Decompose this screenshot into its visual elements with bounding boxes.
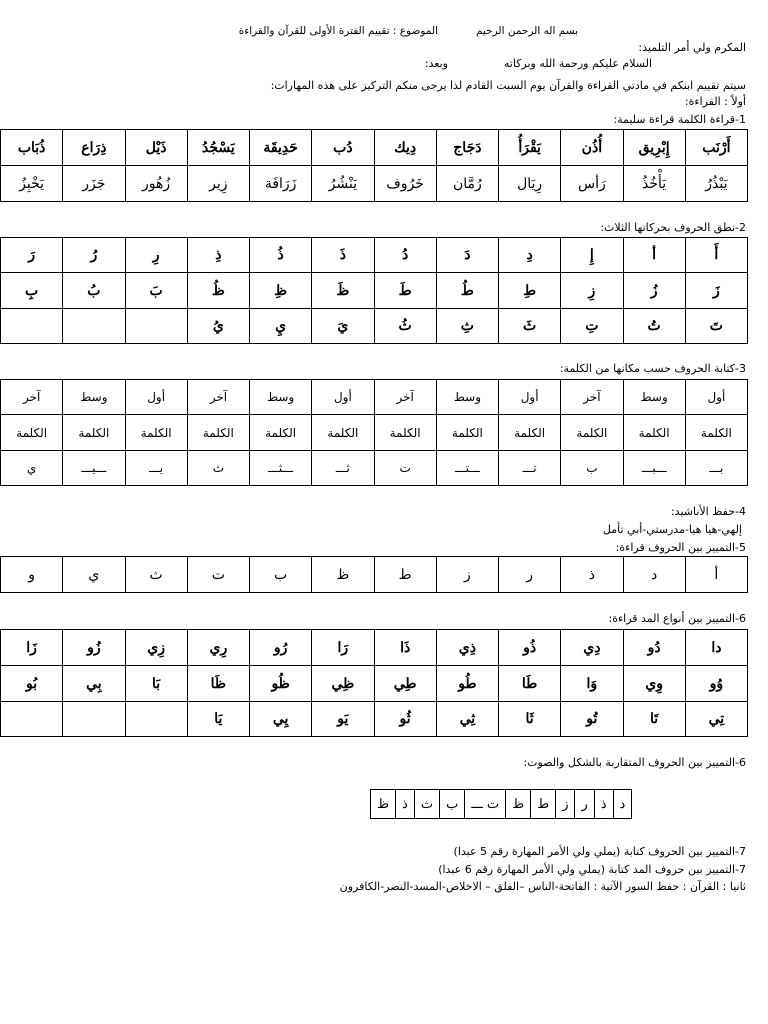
word-cell: دَجَاج [436, 130, 498, 166]
basmala: بسم اله الرحمن الرحيم [475, 25, 578, 37]
word-cell: دُب [312, 130, 374, 166]
word-cell: أُذُن [561, 130, 623, 166]
letter-form-cell: ب [561, 451, 623, 486]
similar-letter-cell: ث [414, 790, 439, 819]
position-word-cell: الكلمة [499, 415, 561, 451]
madd-cell: تُو [561, 702, 623, 737]
madd-cell [63, 702, 125, 737]
word-cell: دِيك [374, 130, 436, 166]
madd-cell: رَا [312, 630, 374, 666]
greeting: المكرم ولي أمر التلميذ: [638, 41, 746, 54]
letter-form-cell: ث [187, 451, 249, 486]
madd-cell: وِي [623, 666, 685, 702]
position-label-cell: أول [499, 380, 561, 415]
letter-cell: ثِ [436, 309, 498, 344]
position-word-cell: الكلمة [63, 415, 125, 451]
letter-form-cell: ت [374, 451, 436, 486]
word-cell: جَزَر [63, 166, 125, 202]
letter-cell: يِ [250, 309, 312, 344]
position-label-cell: وسط [436, 380, 498, 415]
madd-cell: يَو [312, 702, 374, 737]
letter-form-cell: ثـــ [312, 451, 374, 486]
madd-cell: طَا [499, 666, 561, 702]
s1-title: 1-قراءة الكلمة قراءة سليمة: [613, 113, 746, 126]
similar-letter-cell: د [613, 790, 632, 819]
letter-cell: طُ [436, 273, 498, 309]
letter-cell: أ [685, 557, 747, 593]
word-cell: خَرُوف [374, 166, 436, 202]
letter-cell: زِ [561, 273, 623, 309]
letter-form-cell: بـــ [685, 451, 747, 486]
word-cell: حَدِيقَة [250, 130, 312, 166]
word-cell: يَقْرَأُ [499, 130, 561, 166]
letter-cell: ث [125, 557, 187, 593]
letter-form-cell: ـــثـــ [250, 451, 312, 486]
anthems-list: إلهي-هيا هيا-مدرستي-أبي تأمل [602, 523, 742, 536]
s2-title: 2-نطق الحروف بحركاتها الثلاث: [600, 221, 746, 234]
s6b-title: 6-التمييز بين الحروف المتقاربة بالشكل والصوت: [523, 756, 746, 769]
position-label-cell: أول [312, 380, 374, 415]
madd-cell: دُو [623, 630, 685, 666]
position-word-cell: الكلمة [187, 415, 249, 451]
word-cell: ذِرَاع [63, 130, 125, 166]
similar-letters-table [370, 789, 632, 819]
similar-letter-cell: ت ـــ [465, 790, 506, 819]
letter-form-cell: يـــ [125, 451, 187, 486]
similar-letter-cell: ب [440, 790, 465, 819]
letter-cell: ظِ [250, 273, 312, 309]
madd-cell [125, 702, 187, 737]
word-cell: يَسْجُدُ [187, 130, 249, 166]
position-label-cell: آخر [374, 380, 436, 415]
word-cell: رَأس [561, 166, 623, 202]
letter-cell: تُ [623, 309, 685, 344]
word-cell: يَخْبِزُ [1, 166, 63, 202]
madd-cell: طُو [436, 666, 498, 702]
similar-letter-cell: ز [556, 790, 575, 819]
letter-cell: ب [250, 557, 312, 593]
letter-cell: طِ [499, 273, 561, 309]
letter-cell: ذُ [250, 238, 312, 273]
letter-cell: ر [499, 557, 561, 593]
s7-line2: 7-التمييز بين حروف المد كتابة (يملي ولي الأمر المهارة رقم 6 عبدا) [438, 863, 746, 876]
madd-cell: تَا [623, 702, 685, 737]
madd-cell: ظَا [187, 666, 249, 702]
notice-text: سيتم تقييم ابنكم في مادتي القراءة والقرآن يوم السبت القادم لذا يرجى منكم التركيز على هذه المهارات: [270, 79, 746, 92]
madd-cell: رُو [250, 630, 312, 666]
position-word-cell: الكلمة [623, 415, 685, 451]
letter-cell: ذِ [187, 238, 249, 273]
letter-cell: إِ [561, 238, 623, 273]
position-word-cell: الكلمة [685, 415, 747, 451]
similar-letter-cell: ذ [396, 790, 415, 819]
word-cell: يَأْخُذُ [623, 166, 685, 202]
s7-line1: 7-التمييز بين الحروف كتابة (يملي ولي الأمر المهارة رقم 5 عبدا) [453, 845, 746, 858]
letter-cell: ثَ [499, 309, 561, 344]
letter-cell: طَ [374, 273, 436, 309]
madd-cell: ثُو [374, 702, 436, 737]
letter-cell: ذَ [312, 238, 374, 273]
letter-cell: ذ [561, 557, 623, 593]
position-word-cell: الكلمة [1, 415, 63, 451]
madd-cell: رِي [187, 630, 249, 666]
word-cell: يَنْشُرُ [312, 166, 374, 202]
word-cell: زَرَافَة [250, 166, 312, 202]
similar-letter-cell: ر [575, 790, 594, 819]
madd-cell: ظِي [312, 666, 374, 702]
word-cell: يَبْذُرُ [685, 166, 747, 202]
letter-cell: يَ [312, 309, 374, 344]
letter-form-cell: ي [1, 451, 63, 486]
word-cell: ذَيْل [125, 130, 187, 166]
madd-cell: وُو [685, 666, 747, 702]
position-label-cell: وسط [623, 380, 685, 415]
letter-cell: بُ [63, 273, 125, 309]
letter-cell: زُ [623, 273, 685, 309]
word-reading-table [0, 129, 748, 202]
letter-cell: ظَ [312, 273, 374, 309]
letter-cell: ز [436, 557, 498, 593]
quran-line: ثانيا : القرآن : حفظ السور الآتية : الفاتحة-الناس –الفلق – الاخلاص-المسد-النصر-الكافرون [339, 880, 746, 893]
madd-cell: ذِي [436, 630, 498, 666]
position-word-cell: الكلمة [125, 415, 187, 451]
madd-cell: تِي [685, 702, 747, 737]
letter-form-cell: ـــيـــ [63, 451, 125, 486]
madd-cell: يَا [187, 702, 249, 737]
word-cell: رِيَال [499, 166, 561, 202]
position-label-cell: أول [685, 380, 747, 415]
letter-cell: و [1, 557, 63, 593]
madd-cell: يِي [250, 702, 312, 737]
letter-form-cell: تـــ [499, 451, 561, 486]
letter-cell: د [623, 557, 685, 593]
position-label-cell: آخر [561, 380, 623, 415]
similar-letter-cell: ظ [371, 790, 396, 819]
letter-cell: بَ [125, 273, 187, 309]
salam: السلام عليكم ورحمة الله وبركاته [503, 57, 652, 70]
letter-cell: تَ [685, 309, 747, 344]
assessment-subject: الموضوع : تقييم الفترة الأولى للقرآن والقراءة [238, 25, 438, 37]
madd-cell: دا [685, 630, 747, 666]
madd-cell: وَا [561, 666, 623, 702]
s3-title: 3-كتابة الحروف حسب مكانها من الكلمة: [559, 362, 746, 375]
madd-cell: دِي [561, 630, 623, 666]
word-cell: زُهُور [125, 166, 187, 202]
similar-letter-cell: ذ [594, 790, 613, 819]
position-label-cell: أول [125, 380, 187, 415]
position-label-cell: وسط [63, 380, 125, 415]
wabad: وبعد: [424, 57, 448, 70]
position-word-cell: الكلمة [312, 415, 374, 451]
letter-cell: تِ [561, 309, 623, 344]
letter-cell: ظُ [187, 273, 249, 309]
madd-cell: ذَا [374, 630, 436, 666]
letter-cell: رُ [63, 238, 125, 273]
letter-cell: أَ [685, 238, 747, 273]
word-cell: أَرْنَب [685, 130, 747, 166]
letter-cell: أ [623, 238, 685, 273]
madd-cell: ثَا [499, 702, 561, 737]
madd-cell: زُو [63, 630, 125, 666]
similar-letter-cell: ط [531, 790, 556, 819]
letter-cell [125, 309, 187, 344]
letter-cell: ت [187, 557, 249, 593]
madd-cell: ذُو [499, 630, 561, 666]
word-cell: زِير [187, 166, 249, 202]
letter-cell: دِ [499, 238, 561, 273]
word-cell: إِبْرِيق [623, 130, 685, 166]
letter-cell [1, 309, 63, 344]
position-label-cell: وسط [250, 380, 312, 415]
s6-title: 6-التمييز بين أنواع المد قراءة: [608, 612, 746, 625]
letter-form-cell: ـــبـــ [623, 451, 685, 486]
letter-cell: دَ [436, 238, 498, 273]
position-word-cell: الكلمة [250, 415, 312, 451]
letter-cell: يُ [187, 309, 249, 344]
letter-cell: دُ [374, 238, 436, 273]
madd-cell: طِي [374, 666, 436, 702]
position-label-cell: آخر [187, 380, 249, 415]
letter-cell [63, 309, 125, 344]
madd-cell: ثِي [436, 702, 498, 737]
letter-form-cell: ـــتـــ [436, 451, 498, 486]
madd-cell: ظُو [250, 666, 312, 702]
position-word-cell: الكلمة [374, 415, 436, 451]
word-cell: رُمَّان [436, 166, 498, 202]
madd-cell: زَا [1, 630, 63, 666]
madd-types-table [0, 629, 748, 737]
s5-title: 5-التمييز بين الحروف قراءة: [615, 541, 746, 554]
section-reading-heading: أولاً : القراءة: [684, 95, 746, 108]
madd-cell: زِي [125, 630, 187, 666]
letter-cell: رِ [125, 238, 187, 273]
position-word-cell: الكلمة [436, 415, 498, 451]
similar-letter-cell: ظ [506, 790, 531, 819]
position-word-cell: الكلمة [561, 415, 623, 451]
word-cell: ذُبَاب [1, 130, 63, 166]
letter-cell: زَ [685, 273, 747, 309]
madd-cell: بُو [1, 666, 63, 702]
letter-cell: رَ [1, 238, 63, 273]
letter-positions-table [0, 379, 748, 486]
position-label-cell: آخر [1, 380, 63, 415]
madd-cell: بِي [63, 666, 125, 702]
letter-vowels-table [0, 237, 748, 344]
letter-cell: ط [374, 557, 436, 593]
s4-title: 4-حفظ الأناشيد: [670, 505, 746, 518]
madd-cell [1, 702, 63, 737]
madd-cell: بَا [125, 666, 187, 702]
letter-distinction-table [0, 556, 748, 593]
letter-cell: بِ [1, 273, 63, 309]
letter-cell: ي [63, 557, 125, 593]
letter-cell: ثُ [374, 309, 436, 344]
letter-cell: ظ [312, 557, 374, 593]
